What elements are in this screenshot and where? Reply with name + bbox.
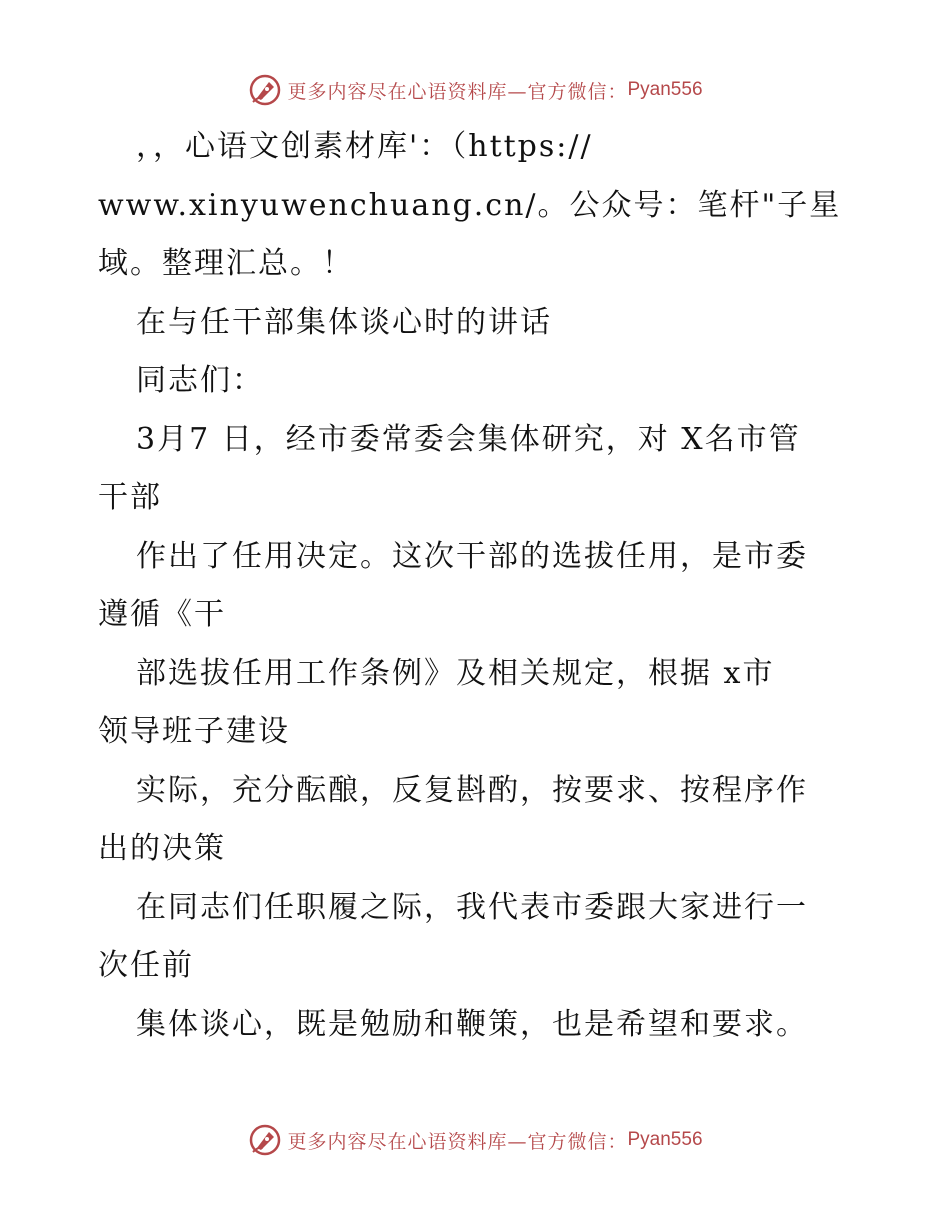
text-line: 实际，充分酝酿，反复斟酌，按要求、按程序作 <box>136 772 808 808</box>
document-body <box>98 118 878 1054</box>
banner-text: 更多内容尽在心语资料库—官方微信： <box>287 80 628 103</box>
text-line: 作出了任用决定。这次干部的选拔任用，是市委 <box>136 538 808 574</box>
text-line: 部选拔任用工作条例》及相关规定，根据 x市 <box>136 655 775 691</box>
banner-handle: Pyan556 <box>627 1129 703 1150</box>
pen-nib-icon <box>247 1122 283 1158</box>
salutation: 同志们： <box>136 363 264 398</box>
text-line: 域。整理汇总。！ <box>98 246 354 281</box>
text-line: 3月7 日，经市委常委会集体研究，对 X名市管 <box>136 421 801 457</box>
banner-text: 更多内容尽在心语资料库—官方微信： <box>287 1130 628 1153</box>
pen-nib-icon <box>247 72 283 108</box>
text-line: 在同志们任职履之际，我代表市委跟大家进行一 <box>136 889 808 925</box>
footer-banner <box>0 1122 950 1158</box>
header-banner <box>0 72 950 108</box>
banner-handle: Pyan556 <box>627 79 703 100</box>
text-line: 集体谈心，既是勉励和鞭策，也是希望和要求。 <box>136 1006 808 1042</box>
text-line: 领导班子建设 <box>98 714 290 749</box>
text-line: 次任前 <box>98 948 194 983</box>
text-line: ，，心语文创素材库'：（https:// <box>136 129 593 164</box>
text-line: 干部 <box>98 480 162 515</box>
text-line: www.xinyuwenchuang.cn/。公众号：笔杆"子星 <box>98 187 842 223</box>
text-line: 遵循《干 <box>98 597 226 632</box>
document-title: 在与任干部集体谈心时的讲话 <box>136 304 552 340</box>
text-line: 出的决策 <box>98 831 226 866</box>
